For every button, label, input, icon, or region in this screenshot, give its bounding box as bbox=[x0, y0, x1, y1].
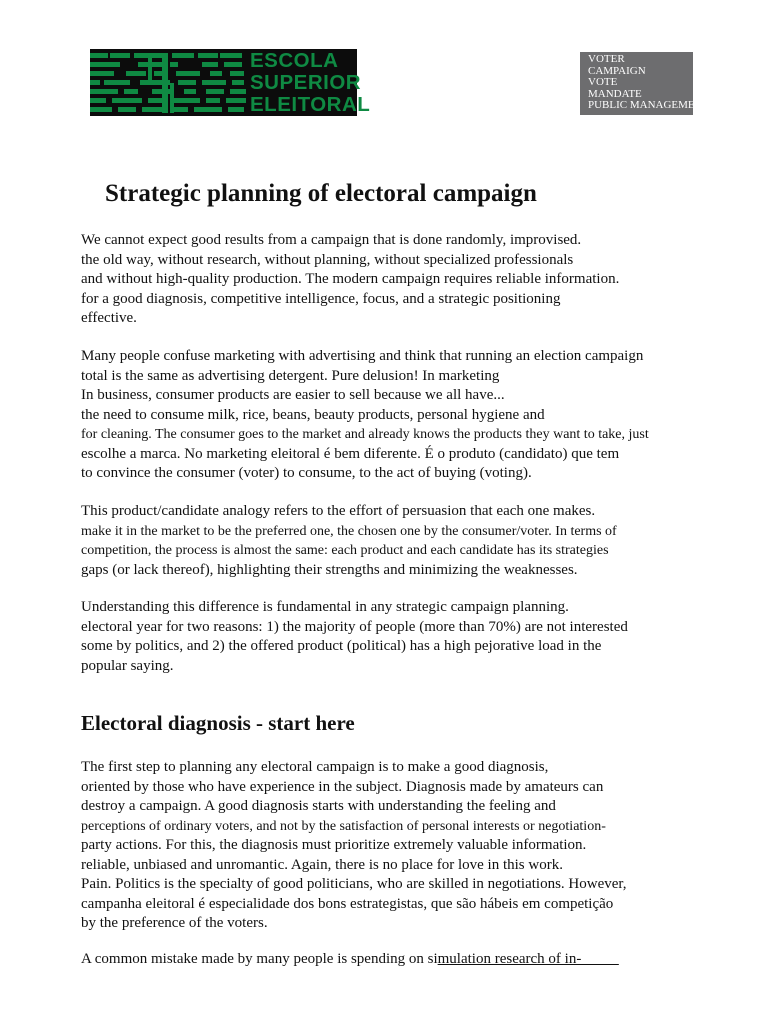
logo bbox=[90, 49, 371, 116]
text-line: Many people confuse marketing with advertising and think that running an election campaign bbox=[81, 348, 644, 364]
text-line: destroy a campaign. A good diagnosis starts with understanding the feeling and bbox=[81, 798, 556, 814]
text-line: The first step to planning any electoral campaign is to make a good diagnosis, bbox=[81, 759, 549, 775]
text-line: party actions. For this, the diagnosis must prioritize extremely valuable information. bbox=[81, 837, 587, 853]
paragraph-common-mistake bbox=[81, 950, 721, 970]
paragraph-analogy bbox=[81, 502, 721, 580]
logo-line-3: ELEITORAL bbox=[250, 93, 371, 116]
logo-line-2: SUPERIOR bbox=[250, 71, 362, 94]
text-line: the old way, without research, without planning, without specialized professionals bbox=[81, 251, 574, 268]
keyword: PUBLIC MANAGEMENT bbox=[588, 99, 710, 112]
logo-mark-icon bbox=[90, 49, 248, 116]
text-line: Understanding this difference is fundamental in any strategic campaign planning. bbox=[81, 599, 569, 615]
text-line: for a good diagnosis, competitive intelligence, focus, and a strategic positioning bbox=[81, 290, 561, 307]
text-line: for cleaning. The consumer goes to the market and already knows the products they want to take, just bbox=[81, 427, 649, 442]
text-line: campanha eleitoral é especialidade dos bons estrategistas, que são hábeis em competição bbox=[81, 895, 614, 912]
text-line: the need to consume milk, rice, beans, beauty products, personal hygiene and bbox=[81, 406, 545, 423]
text-line: perceptions of ordinary voters, and not by the satisfaction of personal interests or negotiation- bbox=[81, 818, 606, 834]
document-title: Strategic planning of electoral campaign bbox=[105, 180, 537, 207]
text-underlined-tail: mulation research of in- bbox=[437, 951, 619, 967]
text-line: In business, consumer products are easier to sell because we all have... bbox=[81, 387, 505, 403]
text-line: to convince the consumer (voter) to consume, to the act of buying (voting). bbox=[81, 465, 532, 481]
text-line: oriented by those who have experience in the subject. Diagnosis made by amateurs can bbox=[81, 778, 604, 795]
logo-wordmark bbox=[250, 49, 371, 116]
paragraph-understanding bbox=[81, 598, 721, 676]
text-line: electoral year for two reasons: 1) the majority of people (more than 70%) are not interested bbox=[81, 618, 628, 635]
keyword: MANDATE bbox=[588, 87, 642, 100]
section-heading: Electoral diagnosis - start here bbox=[81, 711, 355, 735]
text-line: We cannot expect good results from a campaign that is done randomly, improvised. bbox=[81, 232, 582, 248]
keyword: VOTER bbox=[588, 53, 625, 65]
text-line: escolhe a marca. No marketing eleitoral é bem diferente. É o produto (candidato) que tem bbox=[81, 445, 620, 462]
logo-line-1: ESCOLA bbox=[250, 49, 339, 72]
paragraph-marketing bbox=[81, 347, 721, 484]
text-line: some by politics, and 2) the offered product (political) has a high pejorative load in the bbox=[81, 638, 602, 654]
text-line: popular saying. bbox=[81, 657, 174, 674]
text-line: reliable, unbiased and unromantic. Again, there is no place for love in this work. bbox=[81, 856, 563, 873]
text-line bbox=[81, 950, 721, 970]
text-line: This product/candidate analogy refers to the effort of persuasion that each one makes. bbox=[81, 503, 596, 519]
text-lead: A common mistake made by many people is spending on si bbox=[81, 951, 438, 967]
text-line: total is the same as advertising detergent. Pure delusion! In marketing bbox=[81, 367, 500, 384]
text-line: gaps (or lack thereof), highlighting their strengths and minimizing the weaknesses. bbox=[81, 561, 578, 578]
paragraph-intro bbox=[81, 231, 721, 329]
paragraph-diagnosis bbox=[81, 758, 721, 934]
text-line: by the preference of the voters. bbox=[81, 915, 268, 931]
text-line: effective. bbox=[81, 310, 137, 326]
text-line: and without high-quality production. The modern campaign requires reliable information. bbox=[81, 271, 620, 287]
keyword: CAMPAIGN bbox=[588, 64, 646, 77]
text-line: competition, the process is almost the same: each product and each candidate has its strategies bbox=[81, 543, 609, 558]
keyword: VOTE bbox=[588, 76, 618, 89]
keyword-box bbox=[580, 52, 710, 115]
text-line: Pain. Politics is the specialty of good politicians, who are skilled in negotiations. However, bbox=[81, 876, 627, 892]
text-line: make it in the market to be the preferred one, the chosen one by the consumer/voter. In terms of bbox=[81, 523, 617, 539]
